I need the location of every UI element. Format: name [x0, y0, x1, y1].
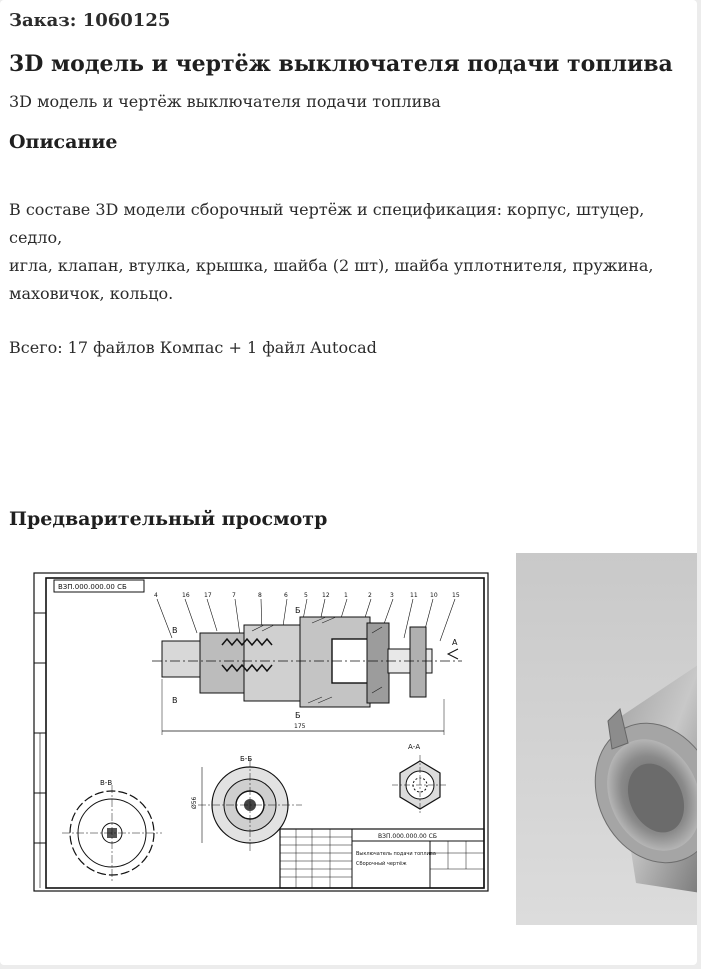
order-number: Заказ: 1060125	[9, 10, 171, 31]
svg-text:17: 17	[204, 592, 212, 599]
svg-text:В-В: В-В	[100, 779, 113, 787]
svg-text:5: 5	[304, 592, 308, 599]
svg-text:Выключатель подачи топлива: Выключатель подачи топлива	[356, 851, 436, 857]
svg-text:Б: Б	[295, 711, 301, 720]
svg-text:4: 4	[154, 592, 158, 599]
svg-text:16: 16	[182, 592, 190, 599]
svg-text:7: 7	[232, 592, 236, 599]
section-bb-view	[191, 755, 302, 851]
title-block	[280, 829, 484, 888]
preview-3d-render-image[interactable]	[516, 553, 697, 925]
svg-text:11: 11	[410, 592, 418, 599]
svg-text:А-А: А-А	[408, 743, 421, 751]
stamp-code: ВЗП.000.000.00 СБ	[58, 583, 127, 591]
main-section-view	[152, 606, 462, 720]
svg-text:8: 8	[258, 592, 262, 599]
svg-text:А: А	[452, 638, 458, 647]
description-heading: Описание	[9, 131, 118, 153]
section-aa-view	[392, 743, 448, 815]
svg-text:Б-Б: Б-Б	[240, 755, 253, 763]
page-title: 3D модель и чертёж выключателя подачи топлива	[9, 51, 673, 77]
part-callouts	[154, 592, 460, 599]
description-line-1: В составе 3D модели сборочный чертёж и спецификация: корпус, штуцер, седло,	[9, 200, 645, 247]
svg-text:В: В	[172, 696, 178, 705]
3d-model-render	[516, 553, 697, 925]
svg-text:12: 12	[322, 592, 330, 599]
svg-text:1: 1	[344, 592, 348, 599]
assembly-drawing	[12, 553, 498, 923]
page-subtitle: 3D модель и чертёж выключателя подачи топлива	[9, 92, 441, 111]
files-total: Всего: 17 файлов Компас + 1 файл Autocad	[9, 338, 377, 357]
svg-text:3: 3	[390, 592, 394, 599]
svg-text:В: В	[172, 626, 178, 635]
length-dimension: 175	[294, 723, 306, 730]
description-text	[9, 196, 669, 308]
description-line-2: игла, клапан, втулка, крышка, шайба (2 шт), шайба уплотнителя, пружина, маховичок, кольцо.	[9, 256, 654, 303]
preview-drawing-image[interactable]	[12, 553, 498, 923]
svg-text:6: 6	[284, 592, 288, 599]
svg-text:Б: Б	[295, 606, 301, 615]
svg-text:2: 2	[368, 592, 372, 599]
diameter-dimension: Ø56	[191, 796, 198, 809]
svg-text:10: 10	[430, 592, 438, 599]
svg-text:15: 15	[452, 592, 460, 599]
svg-text:Сборочный чертёж: Сборочный чертёж	[356, 861, 407, 867]
section-vv-view	[62, 779, 162, 881]
svg-text:ВЗП.000.000.00 СБ: ВЗП.000.000.00 СБ	[378, 833, 437, 840]
preview-heading: Предварительный просмотр	[9, 508, 328, 530]
